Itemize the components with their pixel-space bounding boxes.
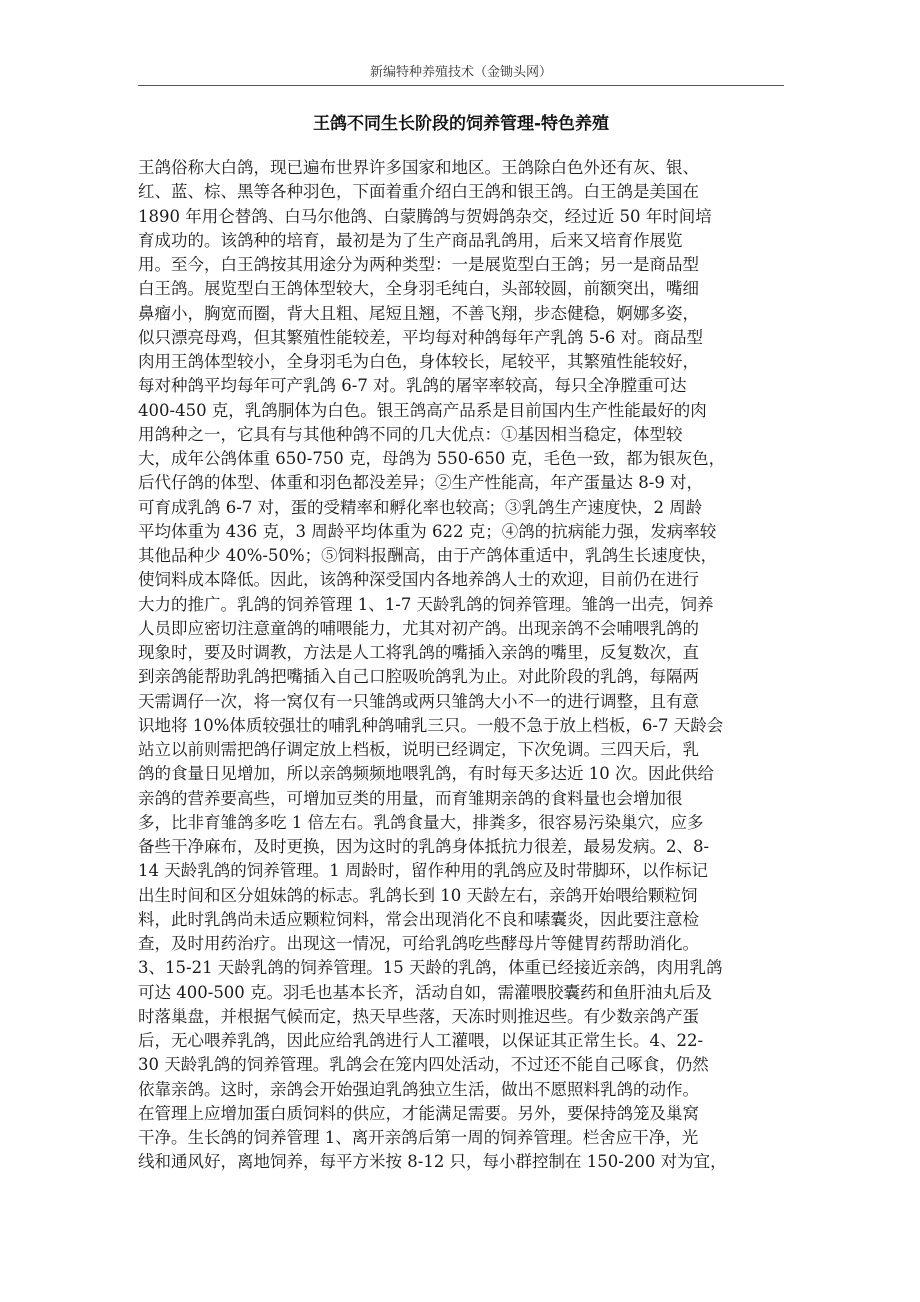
body-text [138,156,784,1175]
text-line: 备些干净麻布，及时更换，因为这时的乳鸽身体抵抗力很差，最易发病。2、8- [138,837,710,856]
text-line: 出生时间和区分姐妹鸽的标志。乳鸽长到 10 天龄左右，亲鸽开始喂给颗粒饲 [138,885,698,905]
text-line: 干净。生长鸽的饲养管理 1、离开亲鸽后第一周的饲养管理。栏舍应干净，光 [138,1128,699,1147]
text-line: 在管理上应增加蛋白质饲料的供应，才能满足需要。另外，要保持鸽笼及巢窝 [138,1103,699,1123]
text-line: 识地将 10%体质较强壮的哺乳种鸽哺乳三只。一般不急于放上档板，6-7 天龄会 [138,715,724,735]
text-line: 育成功的。该鸽种的培育，最初是为了生产商品乳鸽用，后来又培育作展览 [138,230,683,250]
text-line: 14 天龄乳鸽的饲养管理。1 周龄时，留作种用的乳鸽应及时带脚环，以作标记 [138,861,708,881]
text-line: 可达 400-500 克。羽毛也基本长齐，活动自如，需灌喂胶囊药和鱼肝油丸后及 [138,982,713,1002]
text-line: 用。至今，白王鸽按其用途分为两种类型：一是展览型白王鸽；另一是商品型 [138,255,699,274]
text-line: 多，比非育雏鸽多吃 1 倍左右。乳鸽食量大，排粪多，很容易污染巢穴，应多 [138,812,704,832]
running-header: 新编特种养殖技术（金锄头网） [369,65,552,80]
text-line: 大力的推广。乳鸽的饲养管理 1、1-7 天龄乳鸽的饲养管理。雏鸽一出壳，饲养 [138,594,714,614]
text-line: 红、蓝、棕、黑等各种羽色，下面着重介绍白王鸽和银王鸽。白王鸽是美国在 [138,182,699,202]
text-line: 使饲料成本降低。因此，该鸽种深受国内各地养鸽人士的欢迎，目前仍在进行 [138,570,699,590]
text-line: 时落巢盘，并根据气候而定，热天早些落，天冻时则推迟些。有少数亲鸽产蛋 [138,1006,699,1026]
text-line: 现象时，要及时调教，方法是人工将乳鸽的嘴插入亲鸽的嘴里，反复数次，直 [138,643,699,662]
text-line: 站立以前则需把鸽仔调定放上档板，说明已经调定，下次免调。三四天后，乳 [138,740,699,759]
text-line: 鸽的食量日见增加，所以亲鸽频频地喂乳鸽，有时每天多达近 10 次。因此供给 [138,764,714,784]
text-line: 400-450 克，乳鸽胴体为白色。银王鸽高产品系是目前国内生产性能最好的肉 [138,400,707,420]
text-line: 3、15-21 天龄乳鸽的饲养管理。15 天龄的乳鸽，体重已经接近亲鸽，肉用乳鸽 [138,958,723,978]
text-line: 可育成乳鸽 6-7 对，蛋的受精率和孵化率也较高；③乳鸽生产速度快，2 周龄 [138,497,703,517]
text-line: 天需调仔一次，将一窝仅有一只雏鸽或两只雏鸽大小不一的进行调整，且有意 [138,691,699,711]
text-line: 1890 年用仑替鸽、白马尔他鸽、白蒙腾鸽与贺姆鸽杂交，经过近 50 年时间培 [138,206,712,226]
text-line: 白王鸽。展览型白王鸽体型较大，全身羽毛纯白，头部较圆，前额突出，嘴细 [138,279,699,299]
text-line: 线和通风好，离地饲养，每平方米按 8-12 只，每小群控制在 150-200 对为宜， [138,1152,727,1172]
text-line: 料，此时乳鸽尚未适应颗粒饲料，常会出现消化不良和嗉囊炎，因此要注意检 [138,909,699,929]
header-divider [138,85,784,86]
text-line: 每对种鸽平均每年可产乳鸽 6-7 对。乳鸽的屠宰率较高，每只全净膛重可达 [138,376,687,396]
text-line: 似只漂亮母鸡，但其繁殖性能较差，平均每对种鸽每年产乳鸽 5-6 对。商品型 [138,327,704,347]
text-line: 肉用王鸽体型较小，全身羽毛为白色，身体较长，尾较平，其繁殖性能较好， [138,352,699,371]
text-line: 依靠亲鸽。这时，亲鸽会开始强迫乳鸽独立生活，做出不愿照料乳鸽的动作。 [138,1079,699,1099]
text-line: 用鸽种之一，它具有与其他种鸽不同的几大优点：①基因相当稳定，体型较 [138,424,683,444]
text-line: 查，及时用药治疗。出现这一情况，可给乳鸽吃些酵母片等健胃药帮助消化。 [138,934,699,953]
text-line: 到亲鸽能帮助乳鸽把嘴插入自己口腔吸吮鸽乳为止。对此阶段的乳鸽，每隔两 [138,667,699,687]
text-line: 大，成年公鸽体重 650-750 克，母鸽为 550-650 克，毛色一致，都为银灰色， [138,449,726,468]
text-line: 平均体重为 436 克，3 周龄平均体重为 622 克；④鸽的抗病能力强，发病率较 [138,521,717,541]
text-line: 人员即应密切注意童鸽的哺喂能力，尤其对初产鸽。出现亲鸽不会哺喂乳鸽的 [138,618,699,638]
text-line: 亲鸽的营养要高些，可增加豆类的用量，而育雏期亲鸽的食料量也会增加很 [138,788,683,808]
text-line: 鼻瘤小，胸宽而圈，背大且粗、尾短且翘，不善飞翔，步态健稳，婀娜多姿， [138,303,699,323]
document-title: 王鸽不同生长阶段的饲养管理-特色养殖 [312,114,610,134]
text-line: 后，无心喂养乳鸽，因此应给乳鸽进行人工灌喂，以保证其正常生长。4、22- [138,1031,704,1050]
text-line: 王鸽俗称大白鸽，现已遍布世界许多国家和地区。王鸽除白色外还有灰、银、 [138,158,699,177]
text-line: 其他品种少 40%-50%；⑤饲料报酬高，由于产鸽体重适中，乳鸽生长速度快， [138,546,718,565]
text-line: 后代仔鸽的体型、体重和羽色都没差异；②生产性能高，年产蛋量达 8-9 对， [138,473,704,493]
text-line: 30 天龄乳鸽的饲养管理。乳鸽会在笼内四处活动，不过还不能自己啄食，仍然 [138,1055,709,1075]
